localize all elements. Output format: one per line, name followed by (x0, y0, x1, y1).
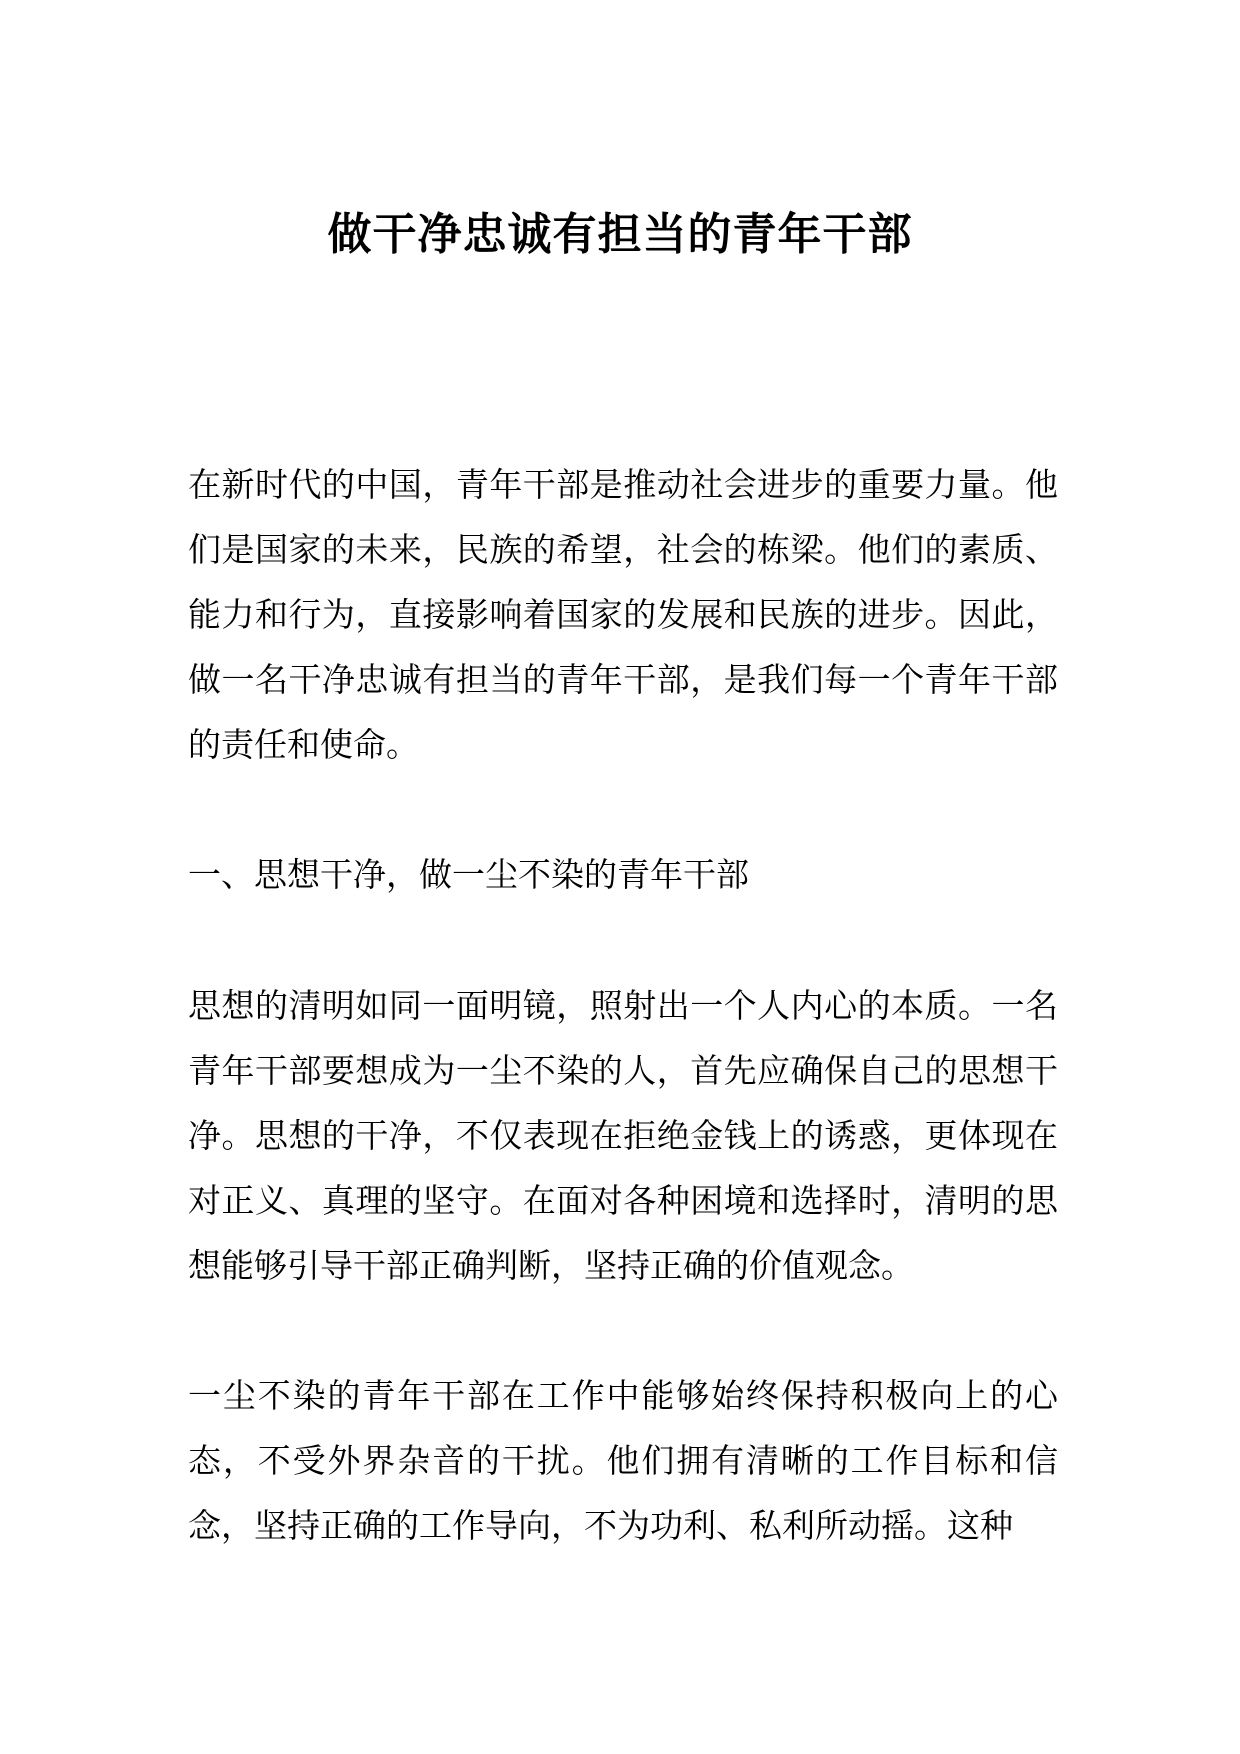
document-title: 做干净忠诚有担当的青年干部 (327, 209, 913, 260)
paragraph-spotless-cadre: 一尘不染的青年干部在工作中能够始终保持积极向上的心态，不受外界杂音的干扰。他们拥有清晰的工作目标和信念，坚持正确的工作导向，不为功利、私利所动摇。这种 (188, 1376, 1058, 1545)
section-heading-1: 一、思想干净，做一尘不染的青年干部 (188, 855, 749, 894)
paragraph-thought-clean: 思想的清明如同一面明镜，照射出一个人内心的本质。一名青年干部要想成为一尘不染的人，首先应确保自己的思想干净。思想的干净，不仅表现在拒绝金钱上的诱惑，更体现在对正义、真理的坚守。在面对各种困境和选择时，清明的思想能够引导干部正确判断，坚持正确的价值观念。 (188, 986, 1058, 1285)
paragraph-intro: 在新时代的中国，青年干部是推动社会进步的重要力量。他们是国家的未来，民族的希望，社会的栋梁。他们的素质、能力和行为，直接影响着国家的发展和民族的进步。因此，做一名干净忠诚有担当的青年干部，是我们每一个青年干部的责任和使命。 (188, 465, 1058, 764)
